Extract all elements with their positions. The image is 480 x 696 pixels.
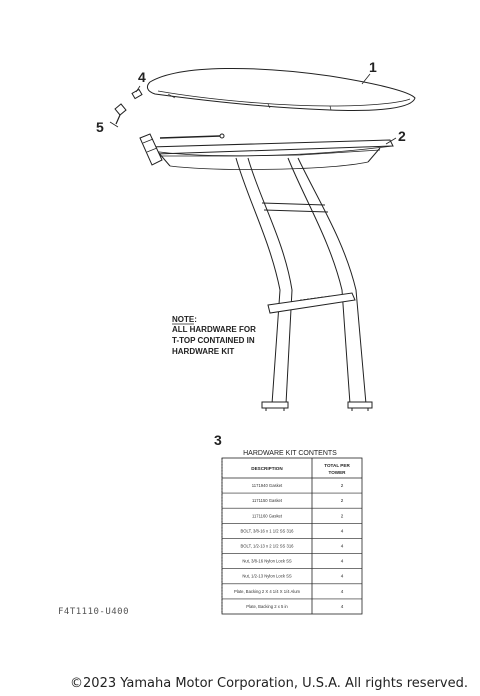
note-line-4: HARDWARE KIT: [172, 347, 235, 356]
kit-row-qty: 2: [340, 498, 344, 504]
kit-col-total-1: TOTAL PER: [324, 463, 350, 468]
kit-row-description: Nut, 1/2-13 Nylon Lock SS: [242, 573, 292, 579]
note-line-3: T-TOP CONTAINED IN: [172, 336, 255, 345]
tower-legs: [236, 158, 372, 411]
note-line-1: NOTE:: [172, 315, 197, 324]
callout-1: 1: [369, 59, 377, 75]
kit-table-title: HARDWARE KIT CONTENTS: [243, 450, 337, 457]
note-line-2: ALL HARDWARE FOR: [172, 325, 256, 334]
kit-row-description: BOLT, 3/8-16 x 1 1/2 SS 316: [240, 528, 294, 534]
kit-row-qty: 4: [340, 558, 344, 564]
figure-code: F4T1110-U400: [58, 607, 130, 617]
kit-col-description: DESCRIPTION: [251, 466, 283, 471]
knob-fitting: [132, 86, 142, 99]
callout-2: 2: [398, 128, 406, 144]
callout-4: 4: [138, 69, 146, 85]
top-frame: [140, 134, 393, 169]
kit-row-qty: 4: [340, 573, 344, 579]
hardware-kit-table: [222, 450, 362, 614]
callout-5: 5: [96, 119, 104, 135]
callout-3: 3: [214, 432, 222, 448]
kit-rows: [222, 483, 362, 609]
kit-row-qty: 2: [340, 513, 344, 519]
kit-row-description: Plate, Backing 2 X 4 1/4 X 1/4 Alum: [233, 588, 301, 594]
kit-row-qty: 4: [340, 528, 344, 534]
kit-row-description: BOLT, 1/2-13 x 2 1/2 SS 316: [240, 543, 294, 549]
kit-row-description: 1171160 Gasket: [251, 513, 283, 519]
hardware-note: [172, 315, 256, 356]
kit-row-description: Plate, Backing 2 x 5 in: [246, 603, 288, 609]
kit-row-description: 1171150 Gasket: [251, 498, 283, 504]
kit-row-qty: 2: [340, 483, 344, 489]
kit-row-qty: 4: [340, 603, 344, 609]
bolt-part: [110, 104, 126, 127]
kit-row-qty: 4: [340, 543, 344, 549]
copyright-notice: ©2023 Yamaha Motor Corporation, U.S.A. All rights reserved.: [70, 676, 468, 691]
kit-row-description: 1171940 Gasket: [251, 483, 283, 489]
kit-col-total-2: TOWER: [328, 470, 346, 475]
kit-row-qty: 4: [340, 588, 344, 594]
kit-row-description: Nut, 3/8-16 Nylon Lock SS: [242, 558, 292, 564]
